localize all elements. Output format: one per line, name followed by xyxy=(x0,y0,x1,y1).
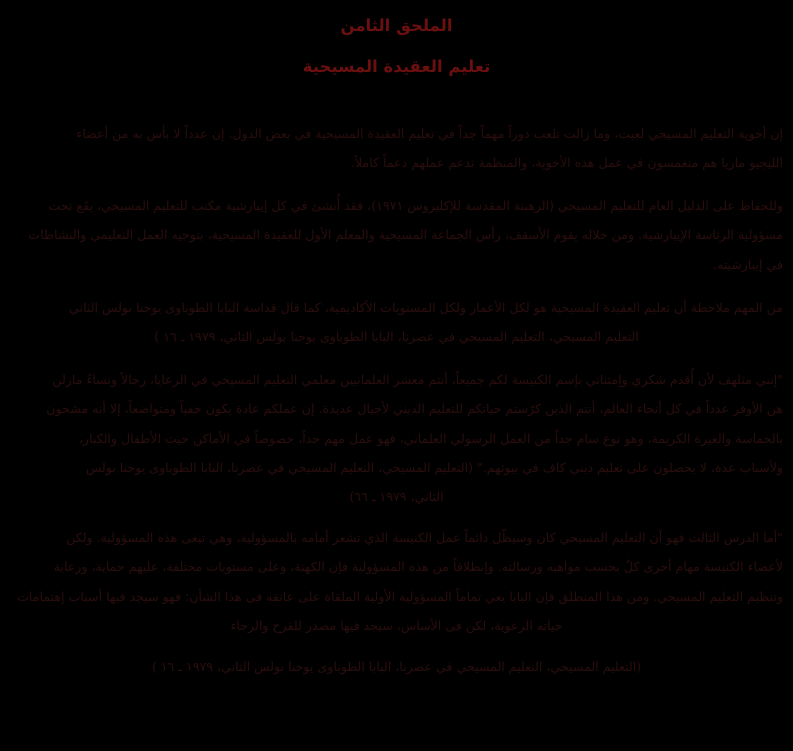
paragraph-line: مسؤولية الرئاسة الإيبارشية. ومن خلاله يقوم الأسقف، رأس الجماعة المسيحية والمعلم الأول للعقيدة المسيحية، بتوجيه العمل التعليمي والنشاطات xyxy=(28,227,783,243)
paragraph-line: إن أخوية التعليم المسيحي لعبت، وما زالت تلعب دوراً مهماً جداً في تعليم العقيدة المسيحية في بعض الدول. إن عدداً لا بأس به من أعضاء xyxy=(76,125,783,141)
source-citation: التعليم المسيحي، التعليم المسيحي في عصرنا، البابا الطوباوى يوحنا بولس الثاني، ١٩٧٩ ـ ١٦ ) xyxy=(154,328,639,344)
quote-line: هن الأوفر عدداً في كل أنحاء العالم، أنتم الذين كرّستم حياتكم للتعليم الديني لأجيال عديدة. إن عملكم عادة يكون خفياً ومتواضعاً، إلا أنه مشحون xyxy=(46,401,783,417)
quote-line: لأعضاء الكنيسة مهام أخرى كلٌ بحسب مواهبه ورسالته. وإنطلاقاً من هذه المسؤولية فإن الكهنة، وعلى مستويات مختلفة، عليهم حماية، ورعاية xyxy=(53,559,783,575)
paragraph-line: من المهم ملاحظة أن تعليم العقيدة المسيحية هو لكل الأعمار ولكل المستويات الأكاديمية، كما قال قداسة البابا الطوباوى يوحنا بولس الثاني xyxy=(69,299,783,315)
quote-line: بالحماسة والغيرة الكريمة، وهو نوع سام جداً من العمل الرسولي العلماني، فهو عمل مهم جداً، خصوصاً في الأماكن حيث الأطفال والكبار، xyxy=(78,430,783,446)
page-subtitle: تعليم العقيدة المسيحية xyxy=(302,57,491,77)
quote-line: حياته الرعوية، لكن فى الأساس، سيجد فيها مصدر للفرح والرجاء xyxy=(230,617,563,633)
source-citation: الثاني، ١٩٧٩ ـ ٦٦) xyxy=(349,488,444,504)
paragraph-line: في إيبارشيته. xyxy=(712,256,783,272)
source-citation: (التعليم المسيحي، التعليم المسيحي في عصرنا، البابا الطوباوى يوحنا بولس الثاني، ١٩٧٩ ـ ١٦ ) xyxy=(151,658,642,674)
paragraph-line: الليجيو ماريا هم منغمسون في عمل هذه الأخوية، والمنظمة تدعم عملهم دعماً كاملاً. xyxy=(350,154,783,170)
document-body xyxy=(10,119,783,681)
quote-line: "أما الدرس الثالث فهو أن التعليم المسيحي كان وسيظّل دائماً عمل الكنيسة الذي تشعر أمامه بالمسؤولية، وهي تبغى هذه المسؤولية. ولكن xyxy=(66,530,783,546)
quote-line: ولأسباب عدة، لا يحصلون على تعليم ديني كاف في بيوتهم." (التعليم المسيحي، التعليم المسيحي في عصرنا، البابا الطوباوى يوحنا بولس xyxy=(85,459,783,475)
title-block xyxy=(10,10,783,83)
quote-line: وتنظيم التعليم المسيحي. ومن هذا المنطلق فإن البابا يعي تماماً المسؤولية الأولية الملقاة على عاتقه فى هذا الشأن: فهو سيجد فيها أسباب إهتمامات xyxy=(17,588,783,604)
page-title: الملحق الثامن xyxy=(340,16,453,35)
quote-line: "إنني مثلهف لأن أُقدم شكري وإمتناني بإسم الكنيسة لكم جميعاً، أنتم معشر العلمانيين معلمي التعليم المسيحي في الرعايا، رجالاً ونساءً مازلن xyxy=(52,372,783,388)
paragraph-line: وللحفاظ على الدليل العام للتعليم المسيحي (الرهبنة المقدسة للإكليروس ١٩٧١)، فقد أُنشئ في كل إيبارشية مكتب للتعليم المسيحي، يقَع تحت xyxy=(48,198,783,214)
